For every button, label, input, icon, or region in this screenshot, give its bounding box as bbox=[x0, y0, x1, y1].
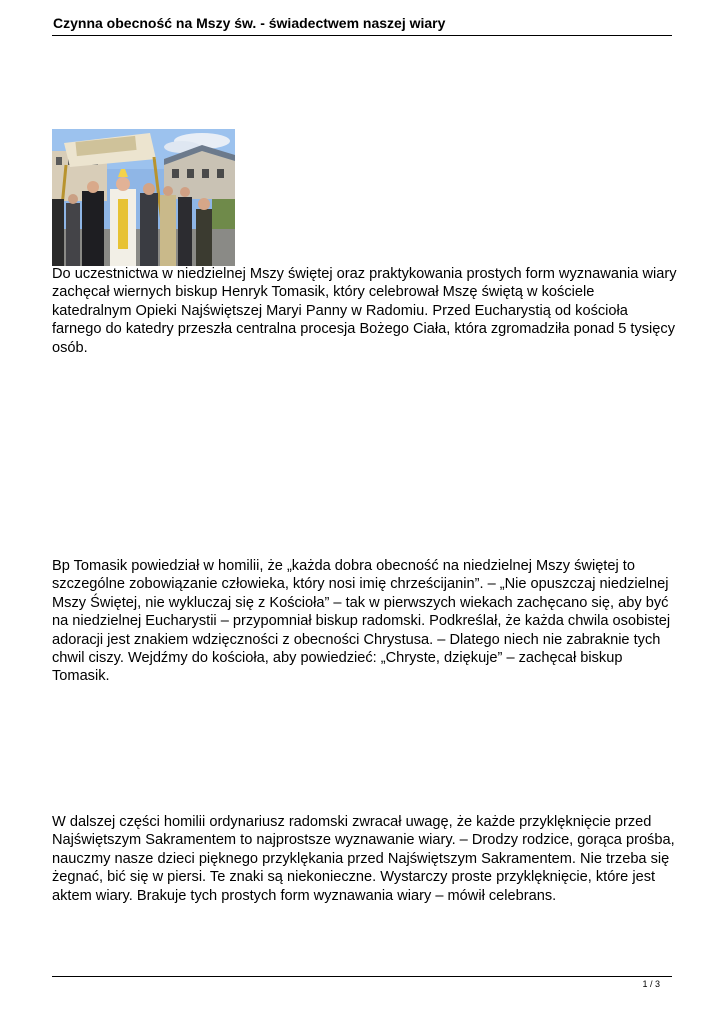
paragraph-homily: Bp Tomasik powiedział w homilii, że „każda dobra obecność na niedzielnej Mszy świętej to szczególne zobowiązanie człowieka, który nosi imię chrześcijanin”. – „Nie opuszczaj niedzielnej Mszy Świętej, nie wykluczaj się z Kościoła” – tak w pierwszych wiekach zachęcano się, aby być na niedzielnej Eucharystii – przypomniał biskup radomski. Podkreślał, że każda chwila osobistej adoracji jest znakiem wdzięczności z obecności Chrystusa. – Dlatego niech nie zabraknie tych chwil ciszy. Wejdźmy do kościoła, aby powiedzieć: „Chryste, dziękuje” – zachęcał biskup Tomasik. bbox=[52, 558, 671, 685]
footer-divider bbox=[52, 976, 672, 977]
page-title: Czynna obecność na Mszy św. - świadectwem naszej wiary bbox=[53, 15, 446, 31]
header-divider bbox=[52, 35, 672, 36]
procession-photo bbox=[52, 129, 235, 266]
page-number: 1 / 3 bbox=[642, 979, 660, 989]
paragraph-kneeling: W dalszej części homilii ordynariusz radomski zwracał uwagę, że każde przyklęknięcie przed Najświętszym Sakramentem to najprostsze wyznawanie wiary. – Drodzy rodzice, gorąca prośba, nauczmy nasze dzieci pięknego przyklękania przed Najświętszym Sakramentem. Nie trzeba się żegnać, bić się w piersi. Te znaki są niekonieczne. Wystarczy proste przyklęknięcie, które jest aktem wiary. Brakuje tych prostych form wyznawania wiary – mówił celebrans. bbox=[52, 814, 675, 904]
paragraph-intro: Do uczestnictwa w niedzielnej Mszy świętej oraz praktykowania prostych form wyznawania wiary zachęcał wiernych biskup Henryk Tomasik, który celebrował Mszę świętą w kościele katedralnym Opieki Najświętszej Maryi Panny w Radomiu. Przed Eucharystią od kościoła farnego do katedry przeszła centralna procesja Bożego Ciała, która zgromadziła ponad 5 tysięcy osób. bbox=[52, 266, 677, 356]
